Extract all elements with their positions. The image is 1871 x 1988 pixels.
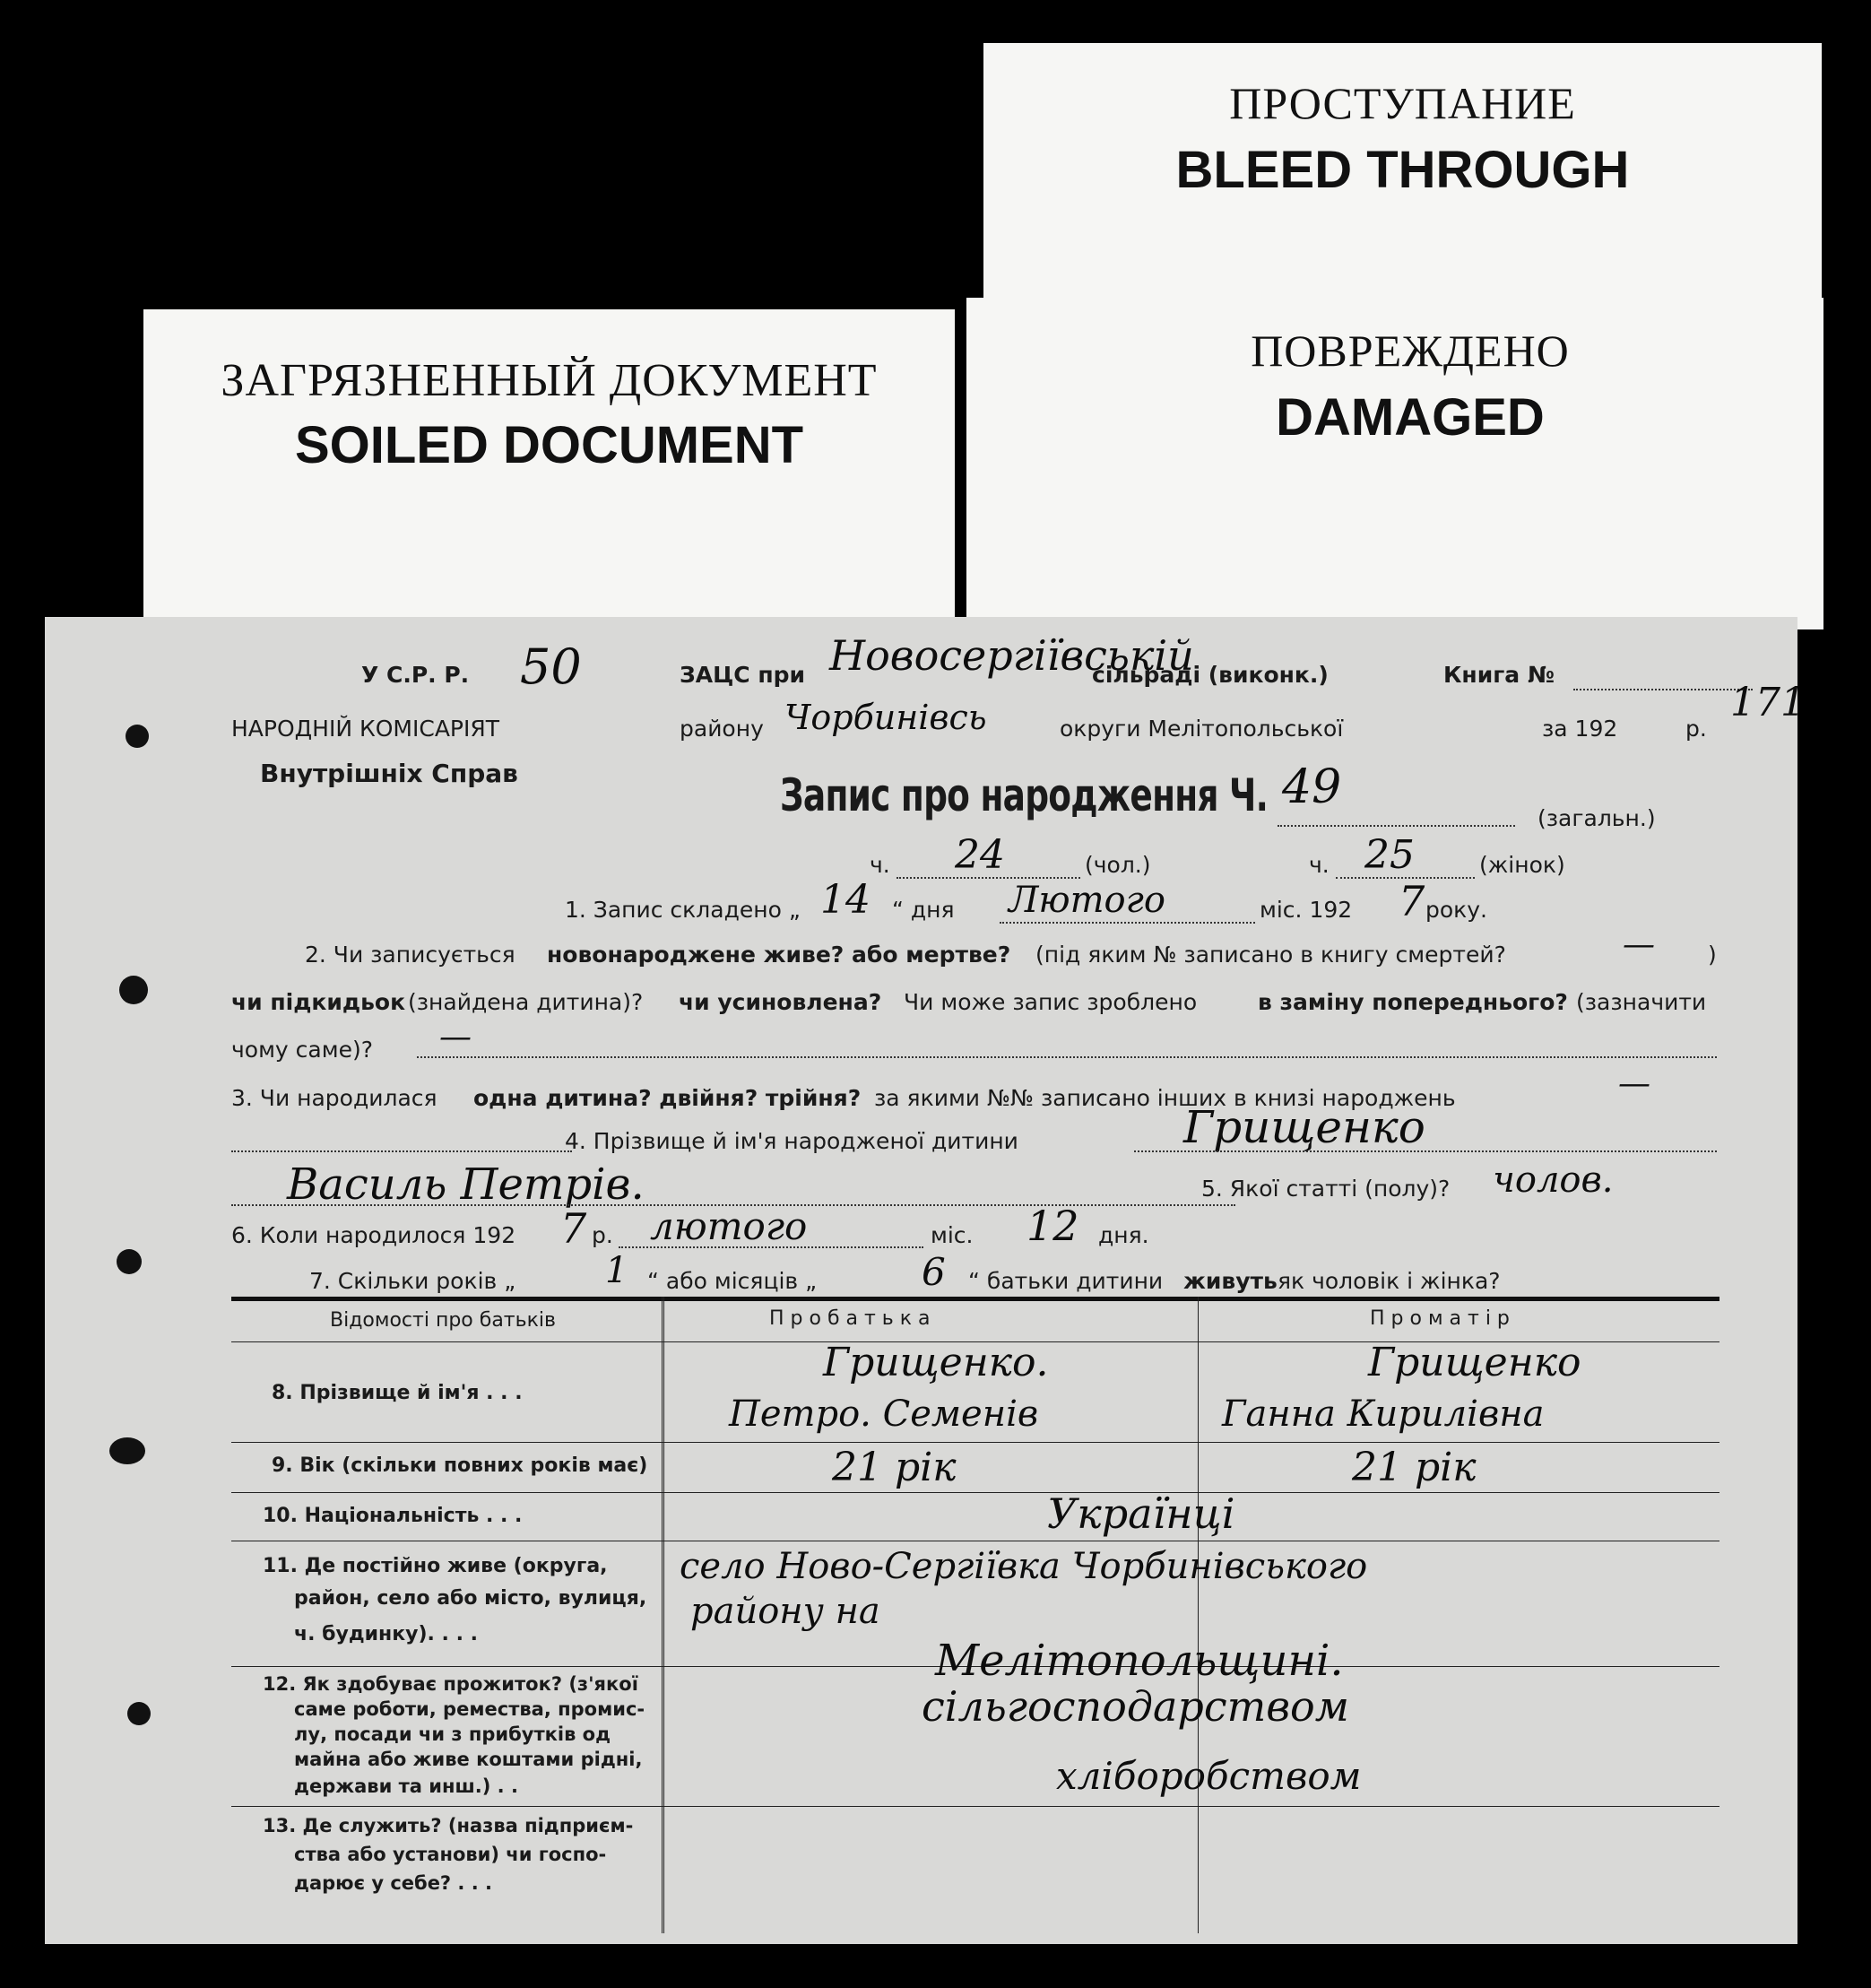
- row8-label: 8. Прізвище й ім'я . . .: [272, 1382, 523, 1404]
- soiled-document-label-card: [143, 309, 955, 632]
- row2-label-d: ): [1708, 942, 1717, 968]
- row7-label-d: живуть: [1183, 1268, 1278, 1294]
- table-header-father: П р о б а т ь к а: [769, 1307, 931, 1330]
- table-rule: [231, 1806, 1719, 1807]
- row2b-label-a: чи підкидьок: [231, 989, 406, 1015]
- child-name-handwritten: Василь Петрів.: [287, 1159, 645, 1210]
- table-rule: [231, 1492, 1719, 1493]
- row1-label-a: 1. Запис складено „: [565, 897, 801, 923]
- row6-label-a: 6. Коли народилося 192: [231, 1222, 516, 1248]
- department-header: Внутрішніх Справ: [260, 759, 518, 788]
- punch-hole: [109, 1437, 145, 1464]
- birth-day-handwritten: 12: [1026, 1202, 1079, 1250]
- table-divider: [662, 1297, 664, 1933]
- row6-label-d: дня.: [1098, 1222, 1149, 1248]
- row6-label-c: міс.: [931, 1222, 974, 1248]
- row3-label-a: 3. Чи народилася: [231, 1085, 437, 1111]
- father-name-handwritten: Петро. Семенів: [729, 1393, 1039, 1435]
- row7-label-b: “ або місяців „: [647, 1268, 818, 1294]
- row2b-label-f: (зазначити: [1576, 989, 1707, 1015]
- male-count-handwritten: 24: [955, 832, 1005, 878]
- punch-hole: [117, 1249, 142, 1274]
- rayon-prefix: району: [680, 716, 764, 742]
- row2c-underline: [417, 1056, 1717, 1058]
- female-count-handwritten: 25: [1364, 832, 1415, 878]
- soiled-document-ru-label: ЗАГРЯЗНЕННЫЙ ДОКУМЕНТ: [221, 355, 878, 406]
- zags-handwritten: Новосергіївській: [829, 631, 1194, 680]
- years-married-handwritten: 1: [605, 1250, 628, 1291]
- nationality-handwritten: Українці: [1047, 1489, 1235, 1538]
- row10-label: 10. Національність . . .: [263, 1505, 523, 1527]
- row4-left-underline: [231, 1150, 572, 1152]
- father-surname-handwritten: Грищенко.: [823, 1340, 1049, 1385]
- row7-label-e: як чоловік і жінка?: [1278, 1268, 1501, 1294]
- year-suffix: р.: [1685, 716, 1707, 742]
- mother-surname-handwritten: Грищенко: [1368, 1340, 1581, 1385]
- year-label: за 192: [1542, 716, 1618, 742]
- punch-hole: [127, 1702, 151, 1725]
- row5-label: 5. Якої статті (полу)?: [1201, 1176, 1451, 1202]
- row12-label-b: саме роботи, ремества, промис-: [294, 1698, 645, 1720]
- bleed-through-label-card: [983, 43, 1822, 312]
- row2c-label: чому саме)?: [231, 1037, 373, 1063]
- row2b-label-e: в заміну попереднього?: [1258, 989, 1568, 1015]
- record-month-underline: [1000, 922, 1255, 924]
- parents-table: [231, 1297, 1719, 1933]
- zags-prefix: ЗАЦС при: [680, 662, 806, 688]
- row2-label-a: 2. Чи записується: [305, 942, 515, 968]
- rayon-suffix: округи Мелітопольської: [1060, 716, 1344, 742]
- rayon-handwritten: Чорбинівсь: [784, 698, 987, 737]
- row9-label: 9. Вік (скільки повних років має): [272, 1454, 648, 1477]
- commissariat-header: НАРОДНІЙ КОМІСАРІЯТ: [231, 716, 500, 742]
- row11-label-c: ч. будинку). . . .: [294, 1623, 478, 1645]
- mother-name-handwritten: Ганна Кирилівна: [1222, 1393, 1545, 1435]
- residence-line3-handwritten: Мелітопольщині.: [935, 1636, 1344, 1686]
- birth-year-handwritten: 7: [560, 1204, 587, 1253]
- residence-line2-handwritten: району на: [690, 1591, 880, 1632]
- child-sex-handwritten: чолов.: [1493, 1159, 1614, 1201]
- occupation-line2-handwritten: хліборобством: [1056, 1754, 1362, 1798]
- row7-label-c: “ батьки дитини: [968, 1268, 1164, 1294]
- male-label: (чол.): [1085, 852, 1151, 878]
- row1-label-b: “ дня: [892, 897, 955, 923]
- male-count-underline: [897, 877, 1080, 879]
- record-day-handwritten: 14: [820, 877, 871, 923]
- occupation-line1-handwritten: сільгосподарством: [922, 1682, 1349, 1731]
- side-number-handwritten: 171: [1730, 680, 1806, 725]
- female-count-prefix: ч.: [1309, 852, 1330, 878]
- row13-label-b: ства або установи) чи госпо-: [294, 1844, 607, 1865]
- father-age-handwritten: 21 рік: [832, 1445, 957, 1490]
- record-month-handwritten: Лютого: [1009, 880, 1165, 921]
- row11-label-a: 11. Де постійно живе (округа,: [263, 1555, 608, 1577]
- female-label: (жінок): [1479, 852, 1565, 878]
- table-header-parents: Відомості про батьків: [330, 1309, 556, 1332]
- months-married-handwritten: 6: [922, 1250, 946, 1294]
- row3-label-c: за якими №№ записано інших в книзі народжень: [874, 1085, 1456, 1111]
- birth-month-handwritten: лютого: [650, 1204, 808, 1248]
- row4-label: 4. Прізвище й ім'я народженої дитини: [565, 1128, 1018, 1154]
- death-record-handwritten: —: [1623, 926, 1655, 963]
- record-title: Запис про народження Ч.: [780, 769, 1269, 821]
- record-number-underline: [1278, 825, 1515, 827]
- birth-month-underline: [619, 1246, 923, 1248]
- row12-label-c: лу, посади чи з прибутків од: [294, 1723, 611, 1745]
- row11-label-b: район, село або місто, вулиця,: [294, 1587, 647, 1610]
- row6-label-b: р.: [592, 1222, 613, 1248]
- siblings-handwritten: —: [1618, 1065, 1650, 1102]
- row13-label-c: дарює у себе? . . .: [294, 1872, 492, 1894]
- ussr-number-handwritten: 50: [520, 638, 582, 695]
- child-surname-handwritten: Грищенко: [1183, 1101, 1425, 1153]
- ussr-header: У С.Р. Р.: [361, 662, 470, 688]
- punch-hole: [119, 976, 148, 1004]
- row12-label-d: майна або живе коштами рідні,: [294, 1749, 643, 1770]
- bleed-through-en-label: BLEED THROUGH: [1175, 141, 1630, 199]
- row2b-label-b: (знайдена дитина)?: [408, 989, 644, 1015]
- damaged-label-card: [966, 298, 1823, 629]
- soiled-document-en-label: SOILED DOCUMENT: [294, 416, 804, 474]
- child-surname-underline: [1134, 1150, 1717, 1152]
- row7-label-a: 7. Скільки років „: [309, 1268, 516, 1294]
- general-label: (загальн.): [1538, 805, 1656, 831]
- male-count-prefix: ч.: [870, 852, 890, 878]
- table-top-rule: [231, 1297, 1719, 1301]
- why-handwritten: —: [439, 1019, 472, 1055]
- zags-suffix: сільраді (виконк.): [1092, 662, 1329, 688]
- record-year-handwritten: 7: [1399, 877, 1425, 925]
- table-divider: [1198, 1297, 1199, 1933]
- bleed-through-ru-label: ПРОСТУПАНИЕ: [1229, 78, 1576, 128]
- row2b-label-c: чи усиновлена?: [679, 989, 882, 1015]
- row12-label-e: держави та инш.) . .: [294, 1775, 518, 1797]
- record-number-handwritten: 49: [1282, 760, 1342, 814]
- row12-label-a: 12. Як здобуває прожиток? (з'якої: [263, 1673, 638, 1695]
- row1-label-d: року.: [1425, 897, 1488, 923]
- row2-label-b: новонароджене живе? або мертве?: [547, 942, 1011, 968]
- punch-hole: [126, 725, 149, 748]
- row1-label-c: міс. 192: [1260, 897, 1353, 923]
- damaged-en-label: DAMAGED: [1276, 388, 1545, 447]
- book-underline: [1573, 689, 1753, 690]
- table-header-mother: П р о м а т і р: [1370, 1307, 1510, 1330]
- table-rule: [231, 1442, 1719, 1443]
- birth-record-form: [45, 617, 1806, 1944]
- row2b-label-d: Чи може запис зроблено: [904, 989, 1198, 1015]
- row2-label-c: (під яким № записано в книгу смертей?: [1035, 942, 1506, 968]
- book-label: Книга №: [1443, 662, 1555, 688]
- mother-age-handwritten: 21 рік: [1352, 1445, 1477, 1490]
- row13-label-a: 13. Де служить? (назва підприєм-: [263, 1815, 634, 1836]
- row3-label-b: одна дитина? двійня? трійня?: [473, 1085, 862, 1111]
- residence-line1-handwritten: село Ново-Сергіївка Чорбинівського: [680, 1546, 1368, 1587]
- damaged-ru-label: ПОВРЕЖДЕНО: [1251, 326, 1570, 376]
